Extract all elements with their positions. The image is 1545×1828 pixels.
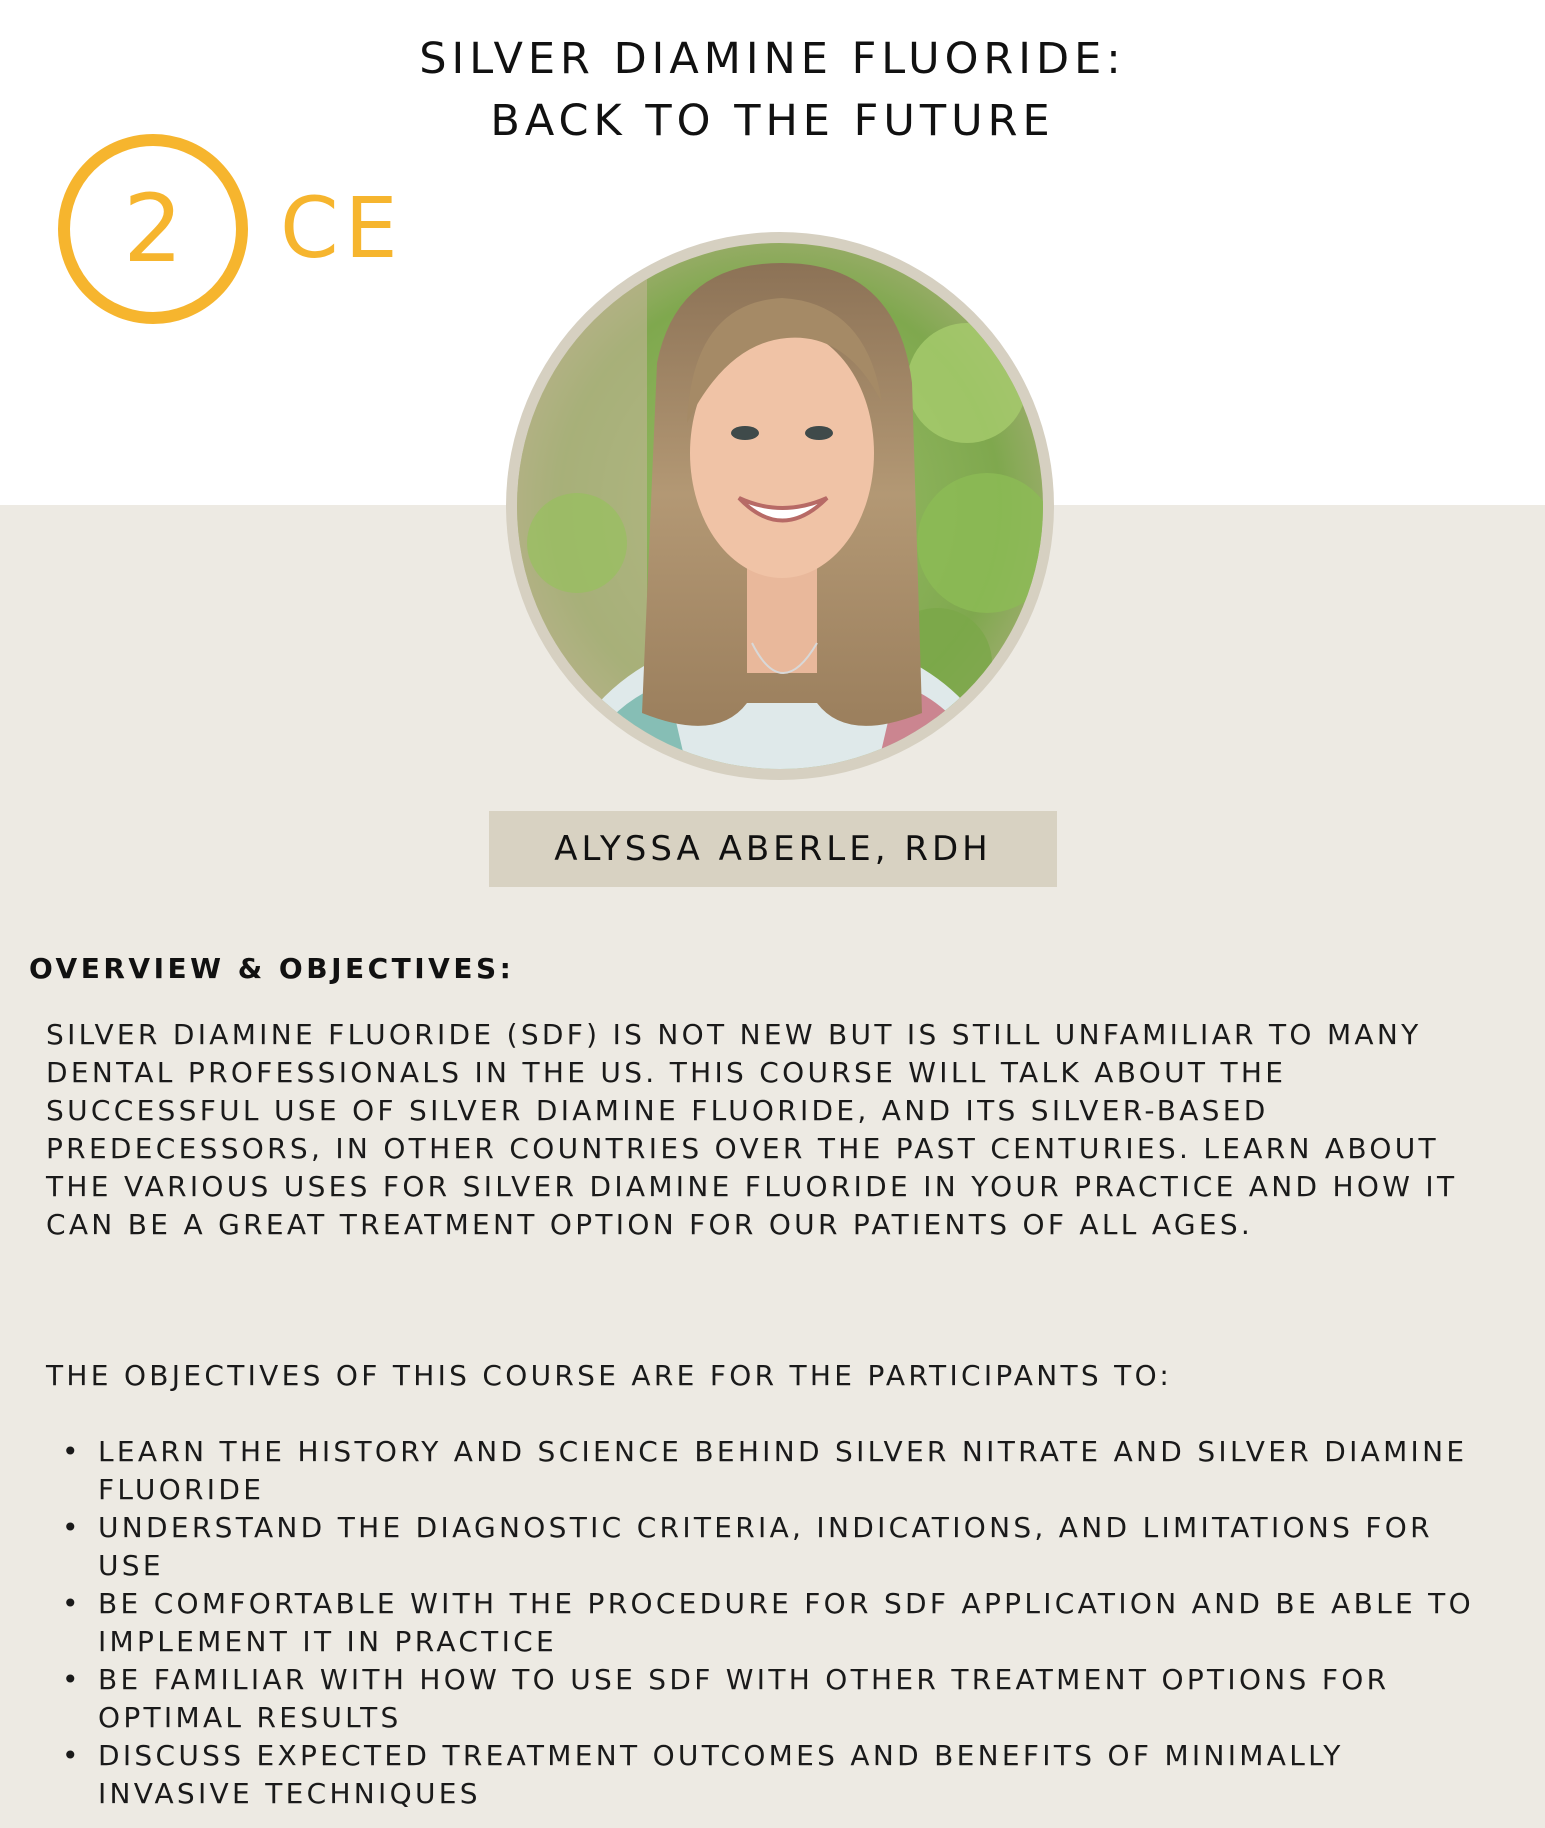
objective-text: BE FAMILIAR WITH HOW TO USE SDF WITH OTHER TREATMENT OPTIONS FOR OPTIMAL RESULTS (98, 1663, 1390, 1734)
course-title-line-1: SILVER DIAMINE FLUORIDE: (419, 34, 1126, 84)
bullet-icon: • (62, 1511, 82, 1544)
overview-paragraph: SILVER DIAMINE FLUORIDE (SDF) IS NOT NEW BUT IS STILL UNFAMILIAR TO MANY DENTAL PROFESSIONALS IN THE US. THIS COURSE WILL TALK ABOUT THE SUCCESSFUL USE OF SILVER DIAMINE FLUORIDE, AND ITS SILVER-BASED PREDECESSORS, IN OTHER COUNTRIES OVER THE PAST CENTURIES. LEARN ABOUT THE VARIOUS USES FOR SILVER DIAMINE FLUORIDE IN YOUR PRACTICE AND HOW IT CAN BE A GREAT TREATMENT OPTION FOR OUR PATIENTS OF ALL AGES. (46, 1018, 1458, 1241)
presenter-name: ALYSSA ABERLE, RDH (554, 829, 992, 869)
list-item (46, 1737, 1506, 1813)
list-item (46, 1585, 1506, 1661)
bullet-icon: • (62, 1739, 82, 1772)
ce-credit-circle (58, 134, 248, 324)
bullet-icon: • (62, 1587, 82, 1620)
ce-label: CE (280, 179, 404, 277)
objectives-list (46, 1433, 1506, 1813)
presenter-photo (517, 243, 1043, 769)
list-item (46, 1433, 1506, 1509)
course-title-line-2: BACK TO THE FUTURE (490, 96, 1055, 146)
objective-text: UNDERSTAND THE DIAGNOSTIC CRITERIA, INDICATIONS, AND LIMITATIONS FOR USE (98, 1511, 1433, 1582)
bullet-icon: • (62, 1435, 82, 1468)
list-item (46, 1661, 1506, 1737)
ce-credits-badge (58, 134, 418, 330)
bullet-icon: • (62, 1663, 82, 1696)
overview-heading: OVERVIEW & OBJECTIVES: (29, 952, 515, 985)
objective-text: DISCUSS EXPECTED TREATMENT OUTCOMES AND BENEFITS OF MINIMALLY INVASIVE TECHNIQUES (98, 1739, 1344, 1810)
list-item (46, 1509, 1506, 1585)
objectives-intro: THE OBJECTIVES OF THIS COURSE ARE FOR THE PARTICIPANTS TO: (46, 1359, 1173, 1392)
presenter-photo-frame (506, 232, 1054, 780)
ce-credit-number: 2 (123, 175, 183, 284)
objective-text: BE COMFORTABLE WITH THE PROCEDURE FOR SDF APPLICATION AND BE ABLE TO IMPLEMENT IT IN PRACTICE (98, 1587, 1474, 1658)
presenter-name-box (489, 811, 1057, 887)
objective-text: LEARN THE HISTORY AND SCIENCE BEHIND SILVER NITRATE AND SILVER DIAMINE FLUORIDE (98, 1435, 1468, 1506)
